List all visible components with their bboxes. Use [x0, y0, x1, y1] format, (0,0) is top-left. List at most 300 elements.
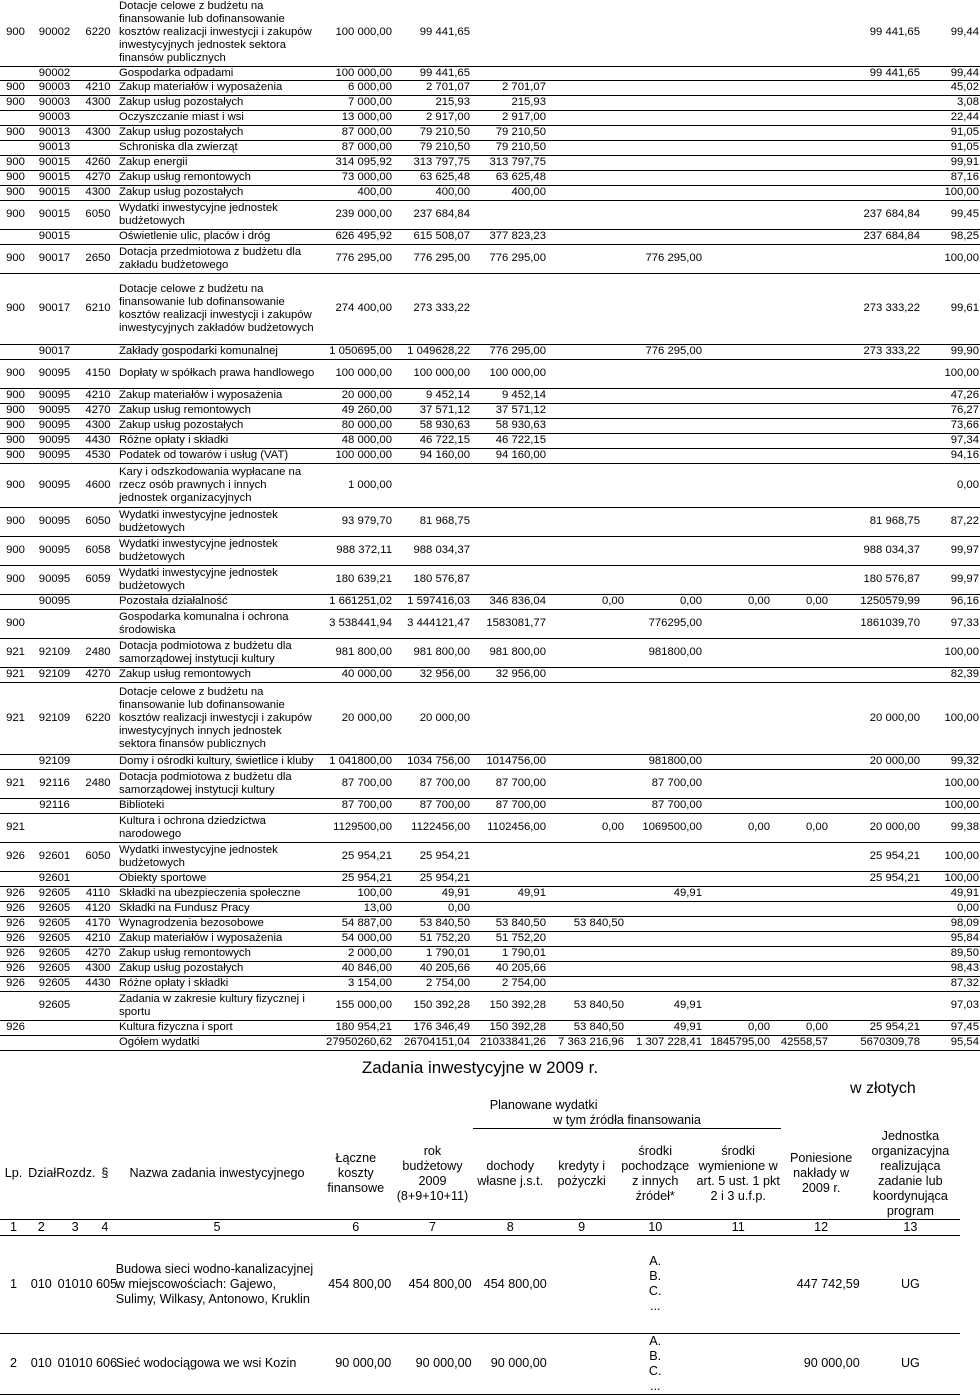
col-rozdz: Rozdz. [55, 1129, 95, 1220]
programs-cell [829, 403, 845, 418]
chapter-cell: 90003 [31, 80, 78, 95]
executed-cell: 46 722,15 [393, 433, 471, 448]
paragraph-cell: 4210 [78, 80, 118, 95]
budget-row [0, 418, 980, 433]
paragraph-cell [78, 66, 118, 80]
subsidies-cell [625, 667, 703, 682]
debt-service-cell [771, 273, 829, 344]
paragraph-cell [78, 609, 118, 638]
paragraph-cell [78, 1020, 118, 1035]
current-cell: 1 790,01 [471, 946, 547, 961]
debt-service-cell [771, 448, 829, 463]
division-cell: 926 [0, 901, 31, 916]
capital-cell: 25 954,21 [845, 842, 921, 871]
paragraph-cell: 4430 [78, 976, 118, 991]
executed-cell: 1 049628,22 [393, 344, 471, 359]
paragraph-cell [78, 813, 118, 842]
subsidies-cell: 776295,00 [625, 609, 703, 638]
chapter-cell: 90002 [31, 0, 78, 66]
item-name-cell: Schroniska dla zwierząt [118, 140, 317, 155]
item-name-cell: Kultura fizyczna i sport [118, 1020, 317, 1035]
budget-row [0, 682, 980, 754]
debt-service-cell [771, 433, 829, 448]
capital-cell: 20 000,00 [845, 813, 921, 842]
executed-cell: 32 956,00 [393, 667, 471, 682]
benefits-cell [703, 507, 771, 536]
programs-cell [829, 110, 845, 125]
chapter-cell: 92116 [31, 798, 78, 813]
division-cell [0, 229, 31, 244]
year-cell: 90 000,00 [392, 1333, 472, 1394]
percent-cell: 100,00 [921, 682, 980, 754]
programs-cell [829, 536, 845, 565]
debt-service-cell [771, 66, 829, 80]
salaries-cell [547, 359, 625, 388]
item-name-cell: Dotacja podmiotowa z budżetu dla samorządowej instytucji kultury [118, 638, 317, 667]
chapter-cell: 92116 [31, 769, 78, 798]
subsidies-cell [625, 170, 703, 185]
paragraph-cell: 4300 [78, 95, 118, 110]
benefits-cell [703, 359, 771, 388]
current-cell: 79 210,50 [471, 125, 547, 140]
paragraph-cell [78, 798, 118, 813]
investment-row [0, 1235, 960, 1333]
paragraph-cell [78, 1035, 118, 1050]
capital-cell: 81 968,75 [845, 507, 921, 536]
plan-cell: 180 639,21 [317, 565, 393, 594]
current-cell: 1102456,00 [471, 813, 547, 842]
capital-cell: 20 000,00 [845, 754, 921, 769]
chapter-cell: 90095 [31, 359, 78, 388]
loans-cell [548, 1235, 616, 1333]
benefits-cell: 0,00 [703, 1020, 771, 1035]
debt-service-cell: 0,00 [771, 813, 829, 842]
salaries-cell [547, 66, 625, 80]
col-incurred: Poniesione nakłady w 2009 r. [781, 1129, 860, 1220]
plan-cell: 27950260,62 [317, 1035, 393, 1050]
paragraph-cell: 2480 [78, 769, 118, 798]
chapter-cell: 92605 [31, 946, 78, 961]
budget-row [0, 0, 980, 66]
plan-cell: 626 495,92 [317, 229, 393, 244]
item-name-cell: Zakup materiałów i wyposażenia [118, 931, 317, 946]
item-name-cell: Zakup materiałów i wyposażenia [118, 388, 317, 403]
division-cell: 900 [0, 388, 31, 403]
rozdz-cell: 01010 [55, 1235, 95, 1333]
col-year: rok budżetowy 2009 (8+9+10+11) [392, 1129, 472, 1220]
paragraph-cell: 4150 [78, 359, 118, 388]
capital-cell: 99 441,65 [845, 66, 921, 80]
chapter-cell: 90095 [31, 536, 78, 565]
debt-service-cell [771, 200, 829, 229]
division-cell: 926 [0, 931, 31, 946]
plan-cell: 1 050695,00 [317, 344, 393, 359]
capital-cell [845, 80, 921, 95]
paragraph-cell: 4300 [78, 961, 118, 976]
programs-cell [829, 916, 845, 931]
debt-service-cell [771, 991, 829, 1020]
col-loans: kredyty i pożyczki [548, 1129, 616, 1220]
plan-cell: 1 000,00 [317, 463, 393, 507]
budget-row [0, 609, 980, 638]
programs-cell [829, 609, 845, 638]
subsidies-cell: 87 700,00 [625, 769, 703, 798]
plan-cell: 981 800,00 [317, 638, 393, 667]
executed-cell: 1122456,00 [393, 813, 471, 842]
current-cell: 49,91 [471, 886, 547, 901]
benefits-cell [703, 433, 771, 448]
debt-service-cell [771, 961, 829, 976]
percent-cell: 91,05 [921, 125, 980, 140]
subsidies-cell: 87 700,00 [625, 798, 703, 813]
benefits-cell [703, 638, 771, 667]
subsidies-cell [625, 433, 703, 448]
division-cell: 900 [0, 359, 31, 388]
programs-cell [829, 886, 845, 901]
programs-cell [829, 901, 845, 916]
column-number: 2 [27, 1219, 55, 1235]
rozdz-cell: 01010 [55, 1333, 95, 1394]
item-name-cell: Kary i odszkodowania wypłacane na rzecz osób prawnych i innych jednostek organizacyjnych [118, 463, 317, 507]
programs-cell [829, 991, 845, 1020]
item-name-cell: Oświetlenie ulic, placów i dróg [118, 229, 317, 244]
benefits-cell [703, 754, 771, 769]
current-cell: 150 392,28 [471, 991, 547, 1020]
budget-row [0, 886, 980, 901]
item-name-cell: Dopłaty w spółkach prawa handlowego [118, 359, 317, 388]
debt-service-cell [771, 609, 829, 638]
salaries-cell [547, 842, 625, 871]
executed-cell: 615 508,07 [393, 229, 471, 244]
par-cell: 606 [95, 1333, 115, 1394]
subsidies-cell [625, 418, 703, 433]
paragraph-cell: 6210 [78, 273, 118, 344]
percent-cell: 0,00 [921, 901, 980, 916]
capital-cell: 1861039,70 [845, 609, 921, 638]
paragraph-cell: 6050 [78, 842, 118, 871]
chapter-cell [31, 1035, 78, 1050]
budget-row [0, 359, 980, 388]
item-name-cell: Składki na Fundusz Pracy [118, 901, 317, 916]
executed-cell: 1 790,01 [393, 946, 471, 961]
executed-cell: 81 968,75 [393, 507, 471, 536]
capital-cell: 25 954,21 [845, 1020, 921, 1035]
chapter-cell: 90095 [31, 463, 78, 507]
debt-service-cell [771, 418, 829, 433]
executed-cell: 215,93 [393, 95, 471, 110]
capital-cell [845, 244, 921, 273]
benefits-cell [703, 95, 771, 110]
item-name-cell: Różne opłaty i składki [118, 976, 317, 991]
plan-cell: 100,00 [317, 886, 393, 901]
current-cell: 377 823,23 [471, 229, 547, 244]
programs-cell [829, 638, 845, 667]
salaries-cell [547, 507, 625, 536]
capital-cell [845, 463, 921, 507]
capital-cell [845, 433, 921, 448]
capital-cell: 273 333,22 [845, 344, 921, 359]
programs-cell [829, 448, 845, 463]
executed-cell: 87 700,00 [393, 798, 471, 813]
salaries-cell [547, 95, 625, 110]
paragraph-cell: 4600 [78, 463, 118, 507]
executed-cell: 94 160,00 [393, 448, 471, 463]
executed-cell: 1 597416,03 [393, 594, 471, 609]
chapter-cell [31, 813, 78, 842]
item-name-cell: Wydatki inwestycyjne jednostek budżetowych [118, 507, 317, 536]
dzial-cell: 010 [27, 1235, 55, 1333]
plan-cell: 100 000,00 [317, 448, 393, 463]
paragraph-cell [78, 110, 118, 125]
chapter-cell: 90095 [31, 507, 78, 536]
chapter-cell: 90003 [31, 95, 78, 110]
subsidies-cell [625, 931, 703, 946]
current-cell: 46 722,15 [471, 433, 547, 448]
debt-service-cell [771, 798, 829, 813]
subsidies-cell: 1069500,00 [625, 813, 703, 842]
source-line: B. [649, 1269, 662, 1283]
plan-cell: 87 700,00 [317, 769, 393, 798]
benefits-cell [703, 536, 771, 565]
current-cell [471, 200, 547, 229]
benefits-cell [703, 842, 771, 871]
programs-cell [829, 667, 845, 682]
executed-cell: 58 930,63 [393, 418, 471, 433]
budget-row [0, 507, 980, 536]
par-cell: 605 [95, 1235, 115, 1333]
budget-row [0, 1020, 980, 1035]
salaries-cell [547, 536, 625, 565]
plan-cell: 54 000,00 [317, 931, 393, 946]
percent-cell: 87,22 [921, 507, 980, 536]
debt-service-cell [771, 403, 829, 418]
item-name-cell: Podatek od towarów i usług (VAT) [118, 448, 317, 463]
percent-cell: 98,43 [921, 961, 980, 976]
division-cell: 921 [0, 682, 31, 754]
current-cell [471, 66, 547, 80]
item-name-cell: Obiekty sportowe [118, 871, 317, 886]
plan-cell: 776 295,00 [317, 244, 393, 273]
paragraph-cell [78, 140, 118, 155]
budget-row [0, 66, 980, 80]
programs-cell [829, 871, 845, 886]
percent-cell: 98,25 [921, 229, 980, 244]
chapter-cell: 90095 [31, 403, 78, 418]
capital-cell: 25 954,21 [845, 871, 921, 886]
benefits-cell: 0,00 [703, 594, 771, 609]
budget-row [0, 110, 980, 125]
subsidies-cell: 776 295,00 [625, 244, 703, 273]
executed-cell: 26704151,04 [393, 1035, 471, 1050]
programs-cell [829, 66, 845, 80]
capital-cell [845, 886, 921, 901]
item-name-cell: Dotacje celowe z budżetu na finansowanie lub dofinansowanie kosztów realizacji inwestycji i zakupów inwestycyjnych zakładów budżetowych [118, 273, 317, 344]
division-cell: 900 [0, 463, 31, 507]
executed-cell: 20 000,00 [393, 682, 471, 754]
division-cell: 926 [0, 961, 31, 976]
current-cell [471, 565, 547, 594]
division-cell [0, 110, 31, 125]
paragraph-cell [78, 344, 118, 359]
division-cell: 900 [0, 433, 31, 448]
executed-cell: 37 571,12 [393, 403, 471, 418]
paragraph-cell [78, 754, 118, 769]
dzial-cell: 010 [27, 1333, 55, 1394]
debt-service-cell [771, 229, 829, 244]
debt-service-cell [771, 754, 829, 769]
paragraph-cell: 4270 [78, 403, 118, 418]
percent-cell: 22,44 [921, 110, 980, 125]
executed-cell: 40 205,66 [393, 961, 471, 976]
debt-service-cell [771, 388, 829, 403]
item-name-cell: Gospodarka komunalna i ochrona środowiska [118, 609, 317, 638]
percent-cell: 100,00 [921, 638, 980, 667]
executed-cell: 63 625,48 [393, 170, 471, 185]
salaries-cell [547, 0, 625, 66]
paragraph-cell: 4210 [78, 388, 118, 403]
incurred-cell: 447 742,59 [781, 1235, 860, 1333]
col-own: dochody własne j.s.t. [473, 1129, 548, 1220]
salaries-cell [547, 344, 625, 359]
debt-service-cell [771, 565, 829, 594]
current-cell [471, 536, 547, 565]
plan-cell: 100 000,00 [317, 359, 393, 388]
programs-cell [829, 155, 845, 170]
budget-row [0, 80, 980, 95]
salaries-cell [547, 901, 625, 916]
other-sources-cell [616, 1235, 695, 1333]
capital-cell: 237 684,84 [845, 229, 921, 244]
benefits-cell: 1845795,00 [703, 1035, 771, 1050]
executed-cell: 180 576,87 [393, 565, 471, 594]
division-cell: 926 [0, 842, 31, 871]
debt-service-cell [771, 170, 829, 185]
sources-group-header: w tym źródła finansowania [473, 1113, 782, 1129]
budget-row [0, 448, 980, 463]
investment-row [0, 1333, 960, 1394]
unit-cell: UG [861, 1235, 960, 1333]
source-line: A. [649, 1333, 662, 1348]
plan-cell: 7 000,00 [317, 95, 393, 110]
plan-cell: 87 700,00 [317, 798, 393, 813]
investment-tasks-table [0, 1098, 960, 1395]
column-number: 5 [115, 1219, 320, 1235]
plan-cell: 25 954,21 [317, 871, 393, 886]
capital-cell [845, 448, 921, 463]
item-name-cell: Zakup usług pozostałych [118, 961, 317, 976]
current-cell [471, 463, 547, 507]
percent-cell: 99,97 [921, 536, 980, 565]
benefits-cell [703, 388, 771, 403]
division-cell: 900 [0, 403, 31, 418]
division-cell: 900 [0, 155, 31, 170]
subsidies-cell: 776 295,00 [625, 344, 703, 359]
chapter-cell: 92605 [31, 991, 78, 1020]
chapter-cell: 90095 [31, 388, 78, 403]
paragraph-cell: 4260 [78, 155, 118, 170]
item-name-cell: Kultura i ochrona dziedzictwa narodowego [118, 813, 317, 842]
benefits-cell [703, 871, 771, 886]
executed-cell: 2 917,00 [393, 110, 471, 125]
benefits-cell [703, 185, 771, 200]
item-name-cell: Zakup energii [118, 155, 317, 170]
task-name-cell: Sieć wodociągowa we wsi Kozin [115, 1333, 320, 1394]
plan-cell: 87 000,00 [317, 140, 393, 155]
percent-cell: 100,00 [921, 798, 980, 813]
current-cell: 1014756,00 [471, 754, 547, 769]
programs-cell [829, 769, 845, 798]
executed-cell: 1034 756,00 [393, 754, 471, 769]
budget-row [0, 95, 980, 110]
percent-cell: 91,05 [921, 140, 980, 155]
plan-cell: 2 000,00 [317, 946, 393, 961]
division-cell: 921 [0, 667, 31, 682]
executed-cell: 99 441,65 [393, 66, 471, 80]
division-cell: 921 [0, 813, 31, 842]
percent-cell: 99,45 [921, 200, 980, 229]
plan-cell: 87 000,00 [317, 125, 393, 140]
salaries-cell [547, 667, 625, 682]
current-cell: 2 917,00 [471, 110, 547, 125]
benefits-cell [703, 273, 771, 344]
division-cell: 900 [0, 244, 31, 273]
programs-cell [829, 976, 845, 991]
current-cell: 87 700,00 [471, 798, 547, 813]
capital-cell [845, 667, 921, 682]
budget-row [0, 871, 980, 886]
subsidies-cell [625, 448, 703, 463]
paragraph-cell: 6050 [78, 200, 118, 229]
salaries-cell [547, 976, 625, 991]
executed-cell: 87 700,00 [393, 769, 471, 798]
percent-cell: 97,33 [921, 609, 980, 638]
subsidies-cell [625, 140, 703, 155]
art5-cell [695, 1333, 782, 1394]
executed-cell: 273 333,22 [393, 273, 471, 344]
plan-cell: 180 954,21 [317, 1020, 393, 1035]
column-number: 1 [0, 1219, 27, 1235]
plan-cell: 1129500,00 [317, 813, 393, 842]
plan-cell: 54 887,00 [317, 916, 393, 931]
salaries-cell [547, 433, 625, 448]
budget-row [0, 273, 980, 344]
chapter-cell: 90015 [31, 200, 78, 229]
debt-service-cell [771, 886, 829, 901]
percent-cell: 47,26 [921, 388, 980, 403]
current-cell: 79 210,50 [471, 140, 547, 155]
programs-cell [829, 229, 845, 244]
plan-cell: 20 000,00 [317, 682, 393, 754]
percent-cell: 99,38 [921, 813, 980, 842]
division-cell: 900 [0, 0, 31, 66]
salaries-cell [547, 403, 625, 418]
salaries-cell [547, 931, 625, 946]
budget-row [0, 813, 980, 842]
chapter-cell: 92605 [31, 916, 78, 931]
benefits-cell [703, 609, 771, 638]
total-cost-cell: 454 800,00 [319, 1235, 392, 1333]
capital-cell [845, 901, 921, 916]
programs-cell [829, 0, 845, 66]
chapter-cell: 92601 [31, 842, 78, 871]
item-name-cell: Dotacja przedmiotowa z budżetu dla zakładu budżetowego [118, 244, 317, 273]
debt-service-cell [771, 842, 829, 871]
plan-cell: 25 954,21 [317, 842, 393, 871]
percent-cell: 3,08 [921, 95, 980, 110]
debt-service-cell [771, 976, 829, 991]
programs-cell [829, 754, 845, 769]
salaries-cell [547, 273, 625, 344]
